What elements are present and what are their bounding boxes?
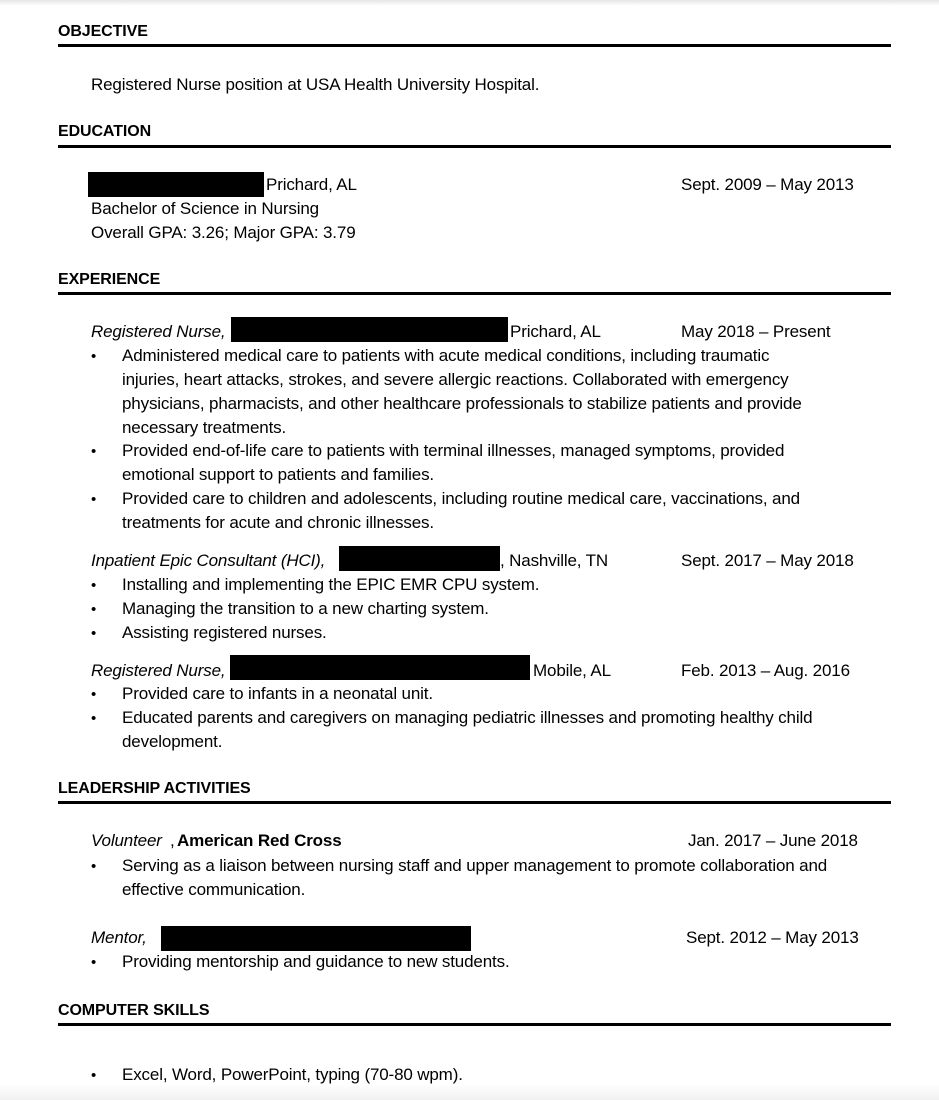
page-bottom-shadow bbox=[0, 1084, 939, 1100]
section-heading-education: EDUCATION bbox=[58, 123, 152, 140]
page-top-shadow bbox=[0, 0, 939, 6]
bullet-text-line: development. bbox=[122, 732, 223, 751]
redacted-organization bbox=[161, 926, 471, 951]
bullet-text-line: Managing the transition to a new charting system. bbox=[122, 599, 489, 618]
bullet-text-line: Assisting registered nurses. bbox=[122, 623, 327, 642]
section-rule bbox=[58, 292, 891, 295]
bullet-glyph: • bbox=[91, 491, 97, 508]
bullet-glyph: • bbox=[91, 443, 97, 460]
education-location: Prichard, AL bbox=[266, 175, 357, 194]
bullet-text-line: Installing and implementing the EPIC EMR CPU system. bbox=[122, 575, 540, 594]
job-dates: Feb. 2013 – Aug. 2016 bbox=[681, 661, 850, 680]
redacted-employer bbox=[231, 317, 508, 342]
job-location: Prichard, AL bbox=[510, 322, 601, 341]
section-rule bbox=[58, 1023, 891, 1026]
bullet-text-line: Administered medical care to patients with acute medical conditions, including traumatic bbox=[122, 346, 770, 365]
bullet-text-line: injuries, heart attacks, strokes, and severe allergic reactions. Collaborated with emergency bbox=[122, 370, 789, 389]
bullet-text-line: Provided care to infants in a neonatal unit. bbox=[122, 684, 433, 703]
job-title: Registered Nurse, bbox=[91, 322, 226, 341]
job-title: Inpatient Epic Consultant (HCI), bbox=[91, 551, 326, 570]
bullet-text-line: treatments for acute and chronic illnesses. bbox=[122, 513, 434, 532]
bullet-glyph: • bbox=[91, 577, 97, 594]
job-dates: Sept. 2017 – May 2018 bbox=[681, 551, 854, 570]
section-rule bbox=[58, 44, 891, 47]
redacted-school-name bbox=[88, 172, 264, 197]
section-rule bbox=[58, 801, 891, 804]
bullet-glyph: • bbox=[91, 686, 97, 703]
leadership-org: American Red Cross bbox=[177, 831, 342, 850]
bullet-glyph: • bbox=[91, 601, 97, 618]
redacted-employer bbox=[230, 655, 530, 680]
education-gpa: Overall GPA: 3.26; Major GPA: 3.79 bbox=[91, 223, 356, 242]
bullet-glyph: • bbox=[91, 710, 97, 727]
leadership-role: Volunteer bbox=[91, 831, 162, 850]
bullet-text-line: Providing mentorship and guidance to new students. bbox=[122, 952, 510, 971]
bullet-text-line: effective communication. bbox=[122, 880, 306, 899]
bullet-glyph: • bbox=[91, 348, 97, 365]
bullet-text-line: Serving as a liaison between nursing staff and upper management to promote collaboration and bbox=[122, 856, 828, 875]
bullet-glyph: • bbox=[91, 954, 97, 971]
bullet-glyph: • bbox=[91, 858, 97, 875]
bullet-glyph: • bbox=[91, 1067, 97, 1084]
section-heading-experience: EXPERIENCE bbox=[58, 271, 161, 288]
leadership-comma: , bbox=[170, 831, 175, 850]
bullet-text-line: necessary treatments. bbox=[122, 418, 287, 437]
bullet-text-line: Educated parents and caregivers on managing pediatric illnesses and promoting healthy child bbox=[122, 708, 813, 727]
leadership-dates: Sept. 2012 – May 2013 bbox=[686, 928, 859, 947]
bullet-glyph: • bbox=[91, 625, 97, 642]
section-heading-leadership: LEADERSHIP ACTIVITIES bbox=[58, 780, 251, 797]
bullet-text-line: Provided end-of-life care to patients with terminal illnesses, managed symptoms, provided bbox=[122, 441, 785, 460]
education-dates: Sept. 2009 – May 2013 bbox=[681, 175, 854, 194]
education-degree: Bachelor of Science in Nursing bbox=[91, 199, 319, 218]
leadership-role: Mentor, bbox=[91, 928, 147, 947]
redacted-employer bbox=[339, 546, 500, 571]
job-location: Mobile, AL bbox=[533, 661, 611, 680]
job-dates: May 2018 – Present bbox=[681, 322, 831, 341]
bullet-text-line: Provided care to children and adolescents, including routine medical care, vaccinations, and bbox=[122, 489, 800, 508]
bullet-text-line: physicians, pharmacists, and other healthcare professionals to stabilize patients and provide bbox=[122, 394, 802, 413]
section-heading-objective: OBJECTIVE bbox=[58, 23, 148, 40]
leadership-dates: Jan. 2017 – June 2018 bbox=[688, 831, 858, 850]
section-rule bbox=[58, 145, 891, 148]
job-location: , Nashville, TN bbox=[500, 551, 608, 570]
skills-item: Excel, Word, PowerPoint, typing (70-80 wpm). bbox=[122, 1065, 463, 1084]
objective-text: Registered Nurse position at USA Health University Hospital. bbox=[91, 75, 540, 94]
section-heading-computer-skills: COMPUTER SKILLS bbox=[58, 1002, 210, 1019]
job-title: Registered Nurse, bbox=[91, 661, 226, 680]
bullet-text-line: emotional support to patients and families. bbox=[122, 465, 435, 484]
